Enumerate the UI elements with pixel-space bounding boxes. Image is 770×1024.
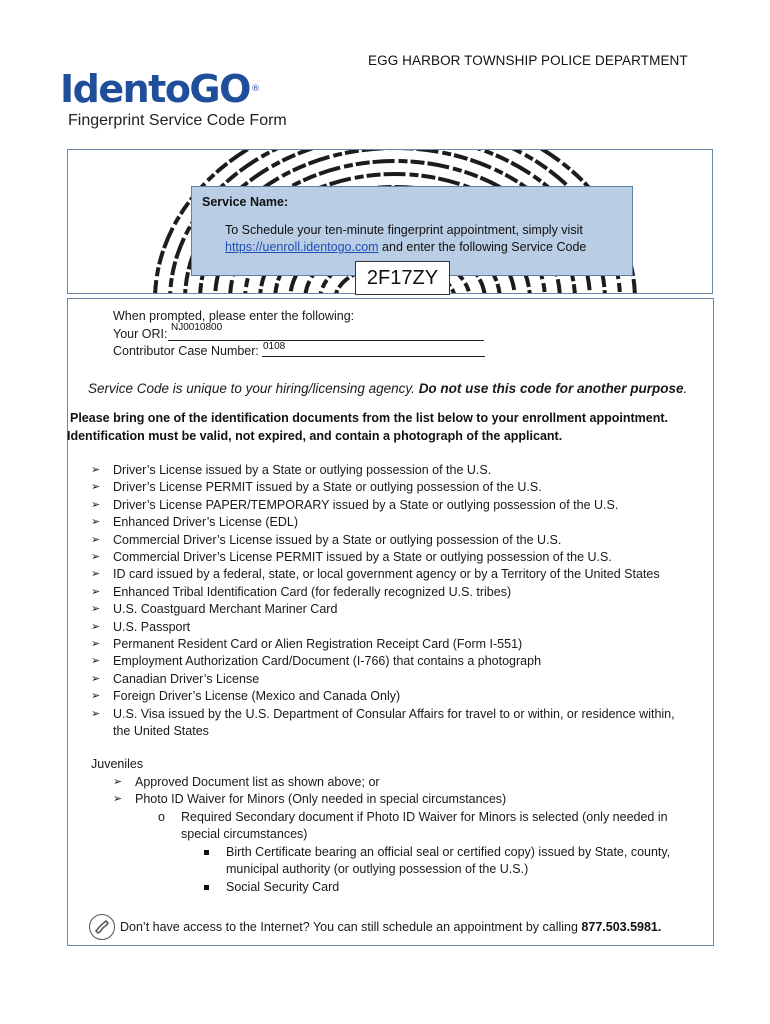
phone-icon: [89, 914, 115, 940]
arrow-bullet-icon: ➢: [91, 620, 101, 633]
list-item: [204, 844, 694, 879]
arrow-bullet-icon: ➢: [91, 655, 101, 668]
ori-underline: [168, 340, 484, 341]
list-item: [91, 671, 713, 688]
ori-value: NJ0010800: [171, 322, 223, 333]
arrow-bullet-icon: ➢: [113, 776, 123, 788]
list-item-text: Birth Certificate bearing an official seal or certified copy) issued by State, county, municipal authority (or outlying possession of the U.S.): [226, 845, 671, 877]
arrow-bullet-icon: ➢: [91, 690, 101, 703]
notice-end: .: [683, 381, 688, 396]
list-item: [91, 619, 713, 636]
list-item: [91, 706, 693, 741]
list-item-text: Foreign Driver’s License (Mexico and Canada Only): [113, 689, 401, 704]
list-item-text: Commercial Driver’s License issued by a State or outlying possession of the U.S.: [113, 532, 562, 547]
list-item-text: Employment Authorization Card/Document (I-766) that contains a photograph: [113, 654, 542, 669]
arrow-bullet-icon: ➢: [113, 793, 123, 806]
phone-scheduling-note: [120, 920, 661, 934]
schedule-instructions-suffix: and enter the following Service Code: [378, 240, 587, 254]
list-item-text: U.S. Visa issued by the U.S. Department of Consular Affairs for travel to or within, or residence within, the United States: [113, 706, 675, 739]
list-item: [91, 688, 713, 705]
schedule-instructions: To Schedule your ten-minute fingerprint appointment, simply visit: [225, 223, 583, 237]
footer-text: Don’t have access to the Internet? You can still schedule an appointment by calling: [120, 920, 582, 934]
form-title: Fingerprint Service Code Form: [68, 112, 287, 129]
list-item-text: ID card issued by a federal, state, or local government agency or by a Territory of the United States: [113, 567, 660, 582]
list-item: [91, 566, 713, 583]
ori-label: Your ORI:: [113, 327, 168, 341]
list-item-text: Driver’s License issued by a State or outlying possession of the U.S.: [113, 463, 492, 477]
case-number-value: 0108: [263, 341, 286, 352]
list-item-text: Enhanced Driver’s License (EDL): [113, 515, 299, 530]
phone-number[interactable]: 877.503.5981.: [581, 920, 662, 934]
list-item: [91, 549, 713, 566]
list-item-text: Permanent Resident Card or Alien Registration Receipt Card (Form I-551): [113, 637, 523, 652]
list-item-text: Driver’s License PERMIT issued by a State or outlying possession of the U.S.: [113, 480, 542, 495]
juveniles-list: [113, 774, 506, 809]
notice-warning: Do not use this code for another purpose: [418, 381, 684, 396]
registered-mark: ®: [250, 84, 260, 94]
list-item-text: Approved Document list as shown above; or: [135, 775, 380, 789]
list-item: [113, 791, 506, 808]
square-bullet-icon: [204, 885, 209, 890]
prompt-intro: When prompted, please enter the following:: [113, 309, 355, 323]
arrow-bullet-icon: ➢: [91, 568, 101, 581]
list-item-text: Commercial Driver’s License PERMIT issued by a State or outlying possession of the U.S.: [113, 550, 612, 565]
arrow-bullet-icon: ➢: [91, 533, 101, 546]
list-item: [91, 584, 713, 601]
list-item-text: Driver’s License PAPER/TEMPORARY issued by a State or outlying possession of the U.S.: [113, 497, 619, 512]
arrow-bullet-icon: ➢: [91, 603, 101, 616]
list-item: [204, 879, 694, 896]
list-item: [91, 497, 713, 514]
list-item: [91, 532, 713, 549]
service-code-notice: [88, 381, 687, 396]
arrow-bullet-icon: ➢: [91, 672, 101, 685]
service-name-label: Service Name:: [202, 195, 289, 209]
identogo-logo: [60, 64, 260, 114]
circle-bullet-icon: o: [158, 810, 165, 824]
juveniles-heading: Juveniles: [91, 757, 144, 771]
id-instructions-2: Identification must be valid, not expired, and contain a photograph of the applicant.: [67, 429, 563, 443]
arrow-bullet-icon: ➢: [91, 498, 101, 511]
phone-glyph: [90, 915, 113, 938]
arrow-bullet-icon: ➢: [91, 707, 101, 720]
arrow-bullet-icon: ➢: [91, 585, 101, 598]
list-item: [91, 514, 713, 531]
list-item: [91, 636, 713, 653]
secondary-document-list: [204, 844, 694, 896]
case-number-label: Contributor Case Number:: [113, 344, 259, 358]
document-list: [91, 462, 713, 741]
secondary-document-text: Required Secondary document if Photo ID Waiver for Minors is selected (only needed in special circumstances): [181, 810, 668, 842]
agency-name: EGG HARBOR TOWNSHIP POLICE DEPARTMENT: [368, 53, 688, 68]
list-item: [91, 653, 713, 670]
list-item: [91, 479, 713, 496]
list-item: [91, 462, 713, 479]
list-item-text: U.S. Passport: [113, 619, 191, 634]
list-item: [113, 774, 506, 791]
enroll-link[interactable]: https://uenroll.identogo.com: [225, 240, 379, 254]
arrow-bullet-icon: ➢: [91, 481, 101, 494]
list-item-text: U.S. Coastguard Merchant Mariner Card: [113, 602, 338, 617]
secondary-document-item: [158, 809, 688, 844]
case-number-underline: [262, 356, 485, 357]
list-item-text: Enhanced Tribal Identification Card (for federally recognized U.S. tribes): [113, 584, 512, 599]
arrow-bullet-icon: ➢: [91, 551, 101, 564]
list-item-text: Photo ID Waiver for Minors (Only needed in special circumstances): [135, 792, 507, 807]
list-item-text: Canadian Driver’s License: [113, 671, 260, 686]
arrow-bullet-icon: ➢: [91, 516, 101, 529]
arrow-bullet-icon: ➢: [91, 464, 101, 476]
list-item: [91, 601, 713, 618]
logo-text: IdentoGO: [60, 67, 250, 111]
schedule-instructions-2: [225, 240, 586, 254]
id-instructions-1: Please bring one of the identification documents from the list below to your enrollment appointment.: [70, 411, 668, 425]
square-bullet-icon: [204, 850, 209, 855]
service-code: 2F17ZY: [355, 261, 450, 295]
list-item-text: Social Security Card: [226, 879, 340, 894]
arrow-bullet-icon: ➢: [91, 638, 101, 651]
notice-text: Service Code is unique to your hiring/licensing agency.: [88, 381, 419, 396]
